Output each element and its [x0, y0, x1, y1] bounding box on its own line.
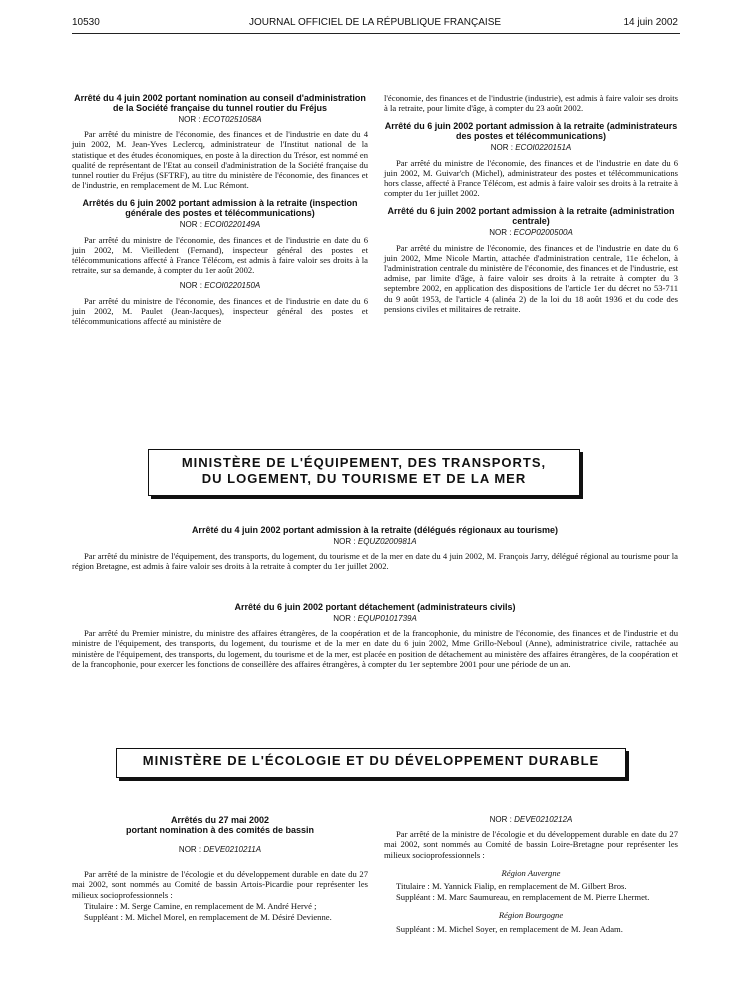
article-inspection-generale — [72, 198, 368, 326]
page-number: 10530 — [72, 17, 100, 28]
article-title: Arrêtés du 27 mai 2002 — [170, 815, 270, 825]
article-paragraph: Par arrêté de la ministre de l'écologie et du développement durable en date du 27 mai 2002, sont nommés au Comité de bassin Artois-Picardie pour représenter les milieux socioprofessionnels : — [72, 869, 368, 900]
article-delegues-tourisme — [72, 525, 678, 572]
nor-reference — [384, 143, 678, 153]
article-title: Arrêté du 6 juin 2002 portant admission à la retraite (administration centrale) — [387, 206, 675, 227]
nor-label: NOR : — [333, 537, 356, 546]
ministry-banner-equipement — [148, 449, 580, 496]
nor-code: ECOI0220151A — [515, 143, 572, 153]
nor-label: NOR : — [333, 614, 356, 623]
nor-label: NOR : — [179, 281, 202, 291]
nor-label: NOR : — [178, 845, 202, 854]
article-detachement — [72, 602, 678, 669]
nor-code: DEVE0210212A — [514, 815, 573, 824]
region-heading: Région Bourgogne — [498, 910, 564, 921]
nor-reference — [384, 815, 678, 825]
nor-reference — [72, 281, 368, 291]
article-paragraph: Par arrêté du ministre de l'économie, des finances et de l'industrie en date du 6 juin 2002, M. Guivar'ch (Michel), administrateur des postes et télécommunications hors classe, affecté à France Télécom, est admis à faire valoir ses droits à la retraite à compter du 1er juillet 2002. — [384, 157, 678, 199]
article-paragraph: Par arrêté du Premier ministre, du ministre des affaires étrangères, de la coopération et de la francophonie, du ministre de l'économie, des finances et de l'industrie et du ministre de l'équipement, des transports, du logement, du tourisme et de la mer en date du 6 juin 2002, Mme Grillo-Neboul (Anne), administratrice civile, rattachée au ministère de l'équipement, des transports, du logement, du tourisme et de la mer, est placée en position de détachement au ministère des affaires étrangères, de la coopération et de la francophonie, pour exercer les fonctions de conseillère des affaires étrangères, à compter du 1er septembre 2001 pour une période de un an. — [72, 628, 678, 669]
bottom-left-column — [72, 815, 368, 922]
region-heading: Région Auvergne — [501, 867, 561, 878]
nor-code: ECOT0251058A — [202, 115, 262, 124]
nor-code: EQUP0101739A — [357, 614, 417, 623]
issue-date: 14 juin 2002 — [623, 17, 678, 28]
suppleant-line: Suppléant : M. Marc Saumureau, en remplacement de M. Pierre Lhermet. — [396, 892, 650, 903]
nor-reference — [72, 845, 368, 855]
article-title: Arrêté du 6 juin 2002 portant détachement (administrateurs civils) — [234, 602, 516, 612]
nor-code: ECOP0200500A — [513, 228, 573, 238]
nor-reference — [72, 115, 368, 125]
article-tunnel-frejus — [72, 93, 368, 190]
article-paragraph: Par arrêté du ministre de l'économie, des finances et de l'industrie en date du 6 juin 2002, Mme Nicole Martin, attachée d'administration centrale, 11e échelon, à l'administration centrale du ministère de l'économie, des finances et de l'industrie, est admise, par limite d'âge, à faire valoir ses droits à la retraite à compter du 3 septembre 2002, en application des dispositions de l'article 1er du décret no 53-711 du 9 août 1953, de l'article 4 (alinéa 2) de la loi du 18 août 1936 et du code des pensions civiles et militaires de retraite. — [384, 242, 678, 314]
nor-label: NOR : — [178, 115, 201, 124]
article-title: Arrêtés du 6 juin 2002 portant admission à la retraite (inspection générale des postes et télécommunications) — [82, 198, 358, 219]
article-title: Arrêté du 4 juin 2002 portant nomination au conseil d'administration de la Société française du tunnel routier du Fréjus — [74, 93, 366, 113]
nor-label: NOR : — [490, 143, 513, 153]
suppleant-line: Suppléant : M. Michel Soyer, en remplacement de M. Jean Adam. — [396, 923, 623, 934]
suppleant-line: Suppléant : M. Michel Morel, en remplacement de M. Désiré Devienne. — [84, 912, 332, 923]
article-subtitle: portant nomination à des comités de bassin — [125, 825, 315, 835]
article-paragraph: Par arrêté du ministre de l'économie, des finances et de l'industrie en date du 4 juin 2002, M. Jean-Yves Leclercq, administrateur de l'Institut national de la statistique et des études économiques, en poste à la direction du Trésor, est nommé en qualité de représentant de l'Etat au conseil d'administration de la Société française du tunnel routier du Fréjus (SFTRF), au titre du ministère de l'économie, des finances et de l'industrie, en remplacement de M. Luc Rémont. — [72, 129, 368, 191]
top-left-column — [72, 93, 368, 326]
article-paragraph: Par arrêté du ministre de l'économie, des finances et de l'industrie en date du 6 juin 2002, M. Paulet (Jean-Jacques), inspecteur général des postes et télécommunications affecté au ministère de — [72, 295, 368, 327]
nor-reference — [72, 537, 678, 547]
top-right-column — [384, 93, 678, 314]
journal-title: JOURNAL OFFICIEL DE LA RÉPUBLIQUE FRANÇAISE — [248, 17, 502, 28]
nor-label: NOR : — [489, 228, 512, 238]
nor-label: NOR : — [179, 220, 202, 230]
article-paragraph: Par arrêté de la ministre de l'écologie et du développement durable en date du 27 mai 2002, sont nommés au Comité de bassin Loire-Bretagne pour représenter les milieux socioprofessionnels : — [384, 829, 678, 860]
continued-paragraph: l'économie, des finances et de l'industrie (industrie), est admis à faire valoir ses droits à la retraite, pour limite d'âge, à compter du 23 août 2002. — [384, 93, 678, 114]
nor-code: ECOI0220149A — [204, 220, 261, 230]
nor-reference — [72, 220, 368, 230]
titulaire-line: Titulaire : M. Serge Camine, en remplacement de M. André Hervé ; — [84, 900, 317, 911]
ministry-banner-ecologie — [116, 748, 626, 778]
nor-reference — [384, 228, 678, 238]
nor-code: ECOI0220150A — [204, 281, 261, 291]
bottom-right-column — [384, 815, 678, 934]
article-administrateurs-postes — [384, 121, 678, 198]
header-rule — [72, 33, 680, 34]
article-administration-centrale — [384, 206, 678, 314]
article-paragraph: Par arrêté du ministre de l'équipement, des transports, du logement, du tourisme et de la mer en date du 4 juin 2002, M. François Jarry, délégué régional au tourisme pour la région Bretagne, est admis à faire valoir ses droits à la retraite à compter du 1er juillet 2002. — [72, 551, 678, 572]
nor-code: EQUZ0200981A — [357, 537, 417, 546]
ministry-name-line: DU LOGEMENT, DU TOURISME ET DE LA MER — [201, 471, 527, 486]
nor-code: DEVE0210211A — [203, 845, 262, 854]
article-title: Arrêté du 4 juin 2002 portant admission à la retraite (délégués régionaux au tourisme) — [191, 525, 559, 535]
nor-reference — [72, 614, 678, 624]
article-paragraph: Par arrêté du ministre de l'économie, des finances et de l'industrie en date du 6 juin 2002, M. Vieilledent (Fernand), inspecteur général des postes et télécommunications affecté à France Télécom, est admis à faire valoir ses droits à la retraite, sur sa demande, à compter du 1er août 2002. — [72, 234, 368, 276]
titulaire-line: Titulaire : M. Yannick Fialip, en remplacement de M. Gilbert Bros. — [396, 881, 627, 892]
nor-label: NOR : — [489, 815, 512, 824]
article-title: Arrêté du 6 juin 2002 portant admission à la retraite (administrateurs des postes et télécommunications) — [384, 121, 678, 142]
ministry-name-line: MINISTÈRE DE L'ÉCOLOGIE ET DU DÉVELOPPEMENT DURABLE — [142, 753, 600, 768]
ministry-name-line: MINISTÈRE DE L'ÉQUIPEMENT, DES TRANSPORTS, — [181, 455, 547, 470]
